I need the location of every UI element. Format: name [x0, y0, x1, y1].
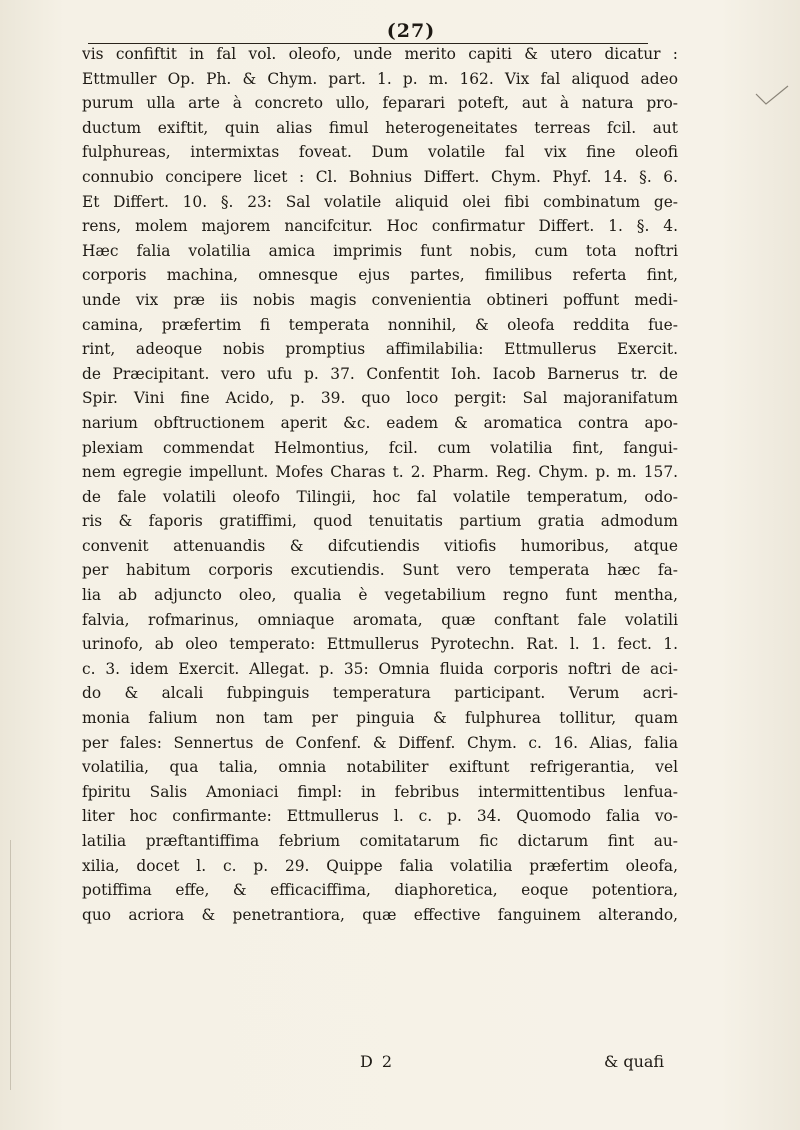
text-line: ductum exiftit, quin alias fimul heterogeneitates terreas fcil. aut — [82, 118, 678, 137]
text-line: purum ulla arte à concreto ullo, feparari poteft, aut à natura pro- — [82, 94, 678, 113]
text-line: potiffima effe, & efficaciffima, diaphoretica, eoque potentiora, — [82, 881, 678, 900]
text-line: liter hoc confirmante: Ettmullerus l. c. p. 34. Quomodo falia vo- — [82, 807, 678, 826]
catchword: & quafi — [604, 1052, 665, 1071]
text-line: camina, præfertim fi temperata nonnihil, & oleofa reddita fue- — [82, 315, 678, 334]
text-line: de Præcipitant. vero ufu p. 37. Confentit Ioh. Iacob Barnerus tr. de — [82, 364, 678, 383]
text-line: urinofo, ab oleo temperato: Ettmullerus Pyrotechn. Rat. l. 1. fect. 1. — [82, 635, 678, 654]
margin-fold-line — [10, 840, 11, 1090]
text-line: per fales: Sennertus de Confenf. & Diffenf. Chym. c. 16. Alias, falia — [82, 733, 678, 752]
text-line: falvia, rofmarinus, omniaque aromata, quæ conftant fale volatili — [82, 610, 678, 629]
text-line: quo acriora & penetrantiora, quæ effective fanguinem alterando, — [82, 905, 678, 924]
text-line: unde vix præ iis nobis magis convenientia obtineri poffunt medi- — [82, 290, 678, 309]
text-line: nem egregie impellunt. Mofes Charas t. 2. Pharm. Reg. Chym. p. m. 157. — [82, 463, 678, 482]
text-line: Hæc falia volatilia amica imprimis funt nobis, cum tota noftri — [82, 241, 678, 260]
text-line: convenit attenuandis & difcutiendis vitiofis humoribus, atque — [82, 536, 678, 555]
signature-mark: D 2 — [360, 1052, 395, 1071]
text-line: volatilia, qua talia, omnia notabiliter exiftunt refrigerantia, vel — [82, 758, 678, 777]
text-line: rens, molem majorem nancifcitur. Hoc confirmatur Differt. 1. §. 4. — [82, 217, 678, 236]
text-line: do & alcali fubpinguis temperatura participant. Verum acri- — [82, 684, 678, 703]
text-line: narium obftructionem aperit &c. eadem & aromatica contra apo- — [82, 413, 678, 432]
text-line: latilia præftantiffima febrium comitatarum fic dictarum fint au- — [82, 832, 678, 850]
text-line: fpiritu Salis Amoniaci fimpl: in febribus intermittentibus lenfua- — [82, 782, 678, 801]
text-line: connubio concipere licet : Cl. Bohnius Differt. Chym. Phyf. 14. §. 6. — [82, 167, 678, 186]
text-line: c. 3. idem Exercit. Allegat. p. 35: Omnia fluida corporis noftri de aci- — [82, 659, 678, 678]
text-line: per habitum corporis excutiendis. Sunt vero temperata hæc fa- — [82, 561, 678, 580]
text-line: corporis machina, omnesque ejus partes, fimilibus referta fint, — [82, 266, 678, 285]
page-number: (27) — [386, 20, 436, 42]
page-header — [0, 10, 800, 40]
body-text — [82, 42, 678, 927]
text-line: rint, adeoque nobis promptius affimilabilia: Ettmullerus Exercit. — [82, 340, 678, 359]
text-line: Et Differt. 10. §. 23: Sal volatile aliquid olei fibi combinatum ge- — [82, 192, 678, 211]
text-line: lia ab adjuncto oleo, qualia è vegetabilium regno funt mentha, — [82, 586, 678, 605]
text-line: Spir. Vini fine Acido, p. 39. quo loco pergit: Sal majoranifatum — [82, 389, 678, 408]
text-line: vis confiftit in fal vol. oleofo, unde merito capiti & utero dicatur : — [82, 45, 678, 63]
text-line: plexiam commendat Helmontius, fcil. cum volatilia fint, fangui- — [82, 438, 678, 457]
text-line: monia falium non tam per pinguia & fulphurea tollitur, quam — [82, 709, 678, 728]
text-line: xilia, docet l. c. p. 29. Quippe falia volatilia præfertim oleofa, — [82, 856, 678, 875]
text-line: Ettmuller Op. Ph. & Chym. part. 1. p. m. 162. Vix fal aliquod adeo — [82, 69, 678, 88]
text-line: fulphureas, intermixtas foveat. Dum volatile fal vix fine oleofi — [82, 143, 678, 162]
pencil-check-icon — [752, 80, 792, 120]
text-line: de fale volatili oleofo Tilingii, hoc fal volatile temperatum, odo- — [82, 487, 678, 506]
text-line: ris & faporis gratiffimi, quod tenuitatis partium gratia admodum — [82, 512, 678, 531]
